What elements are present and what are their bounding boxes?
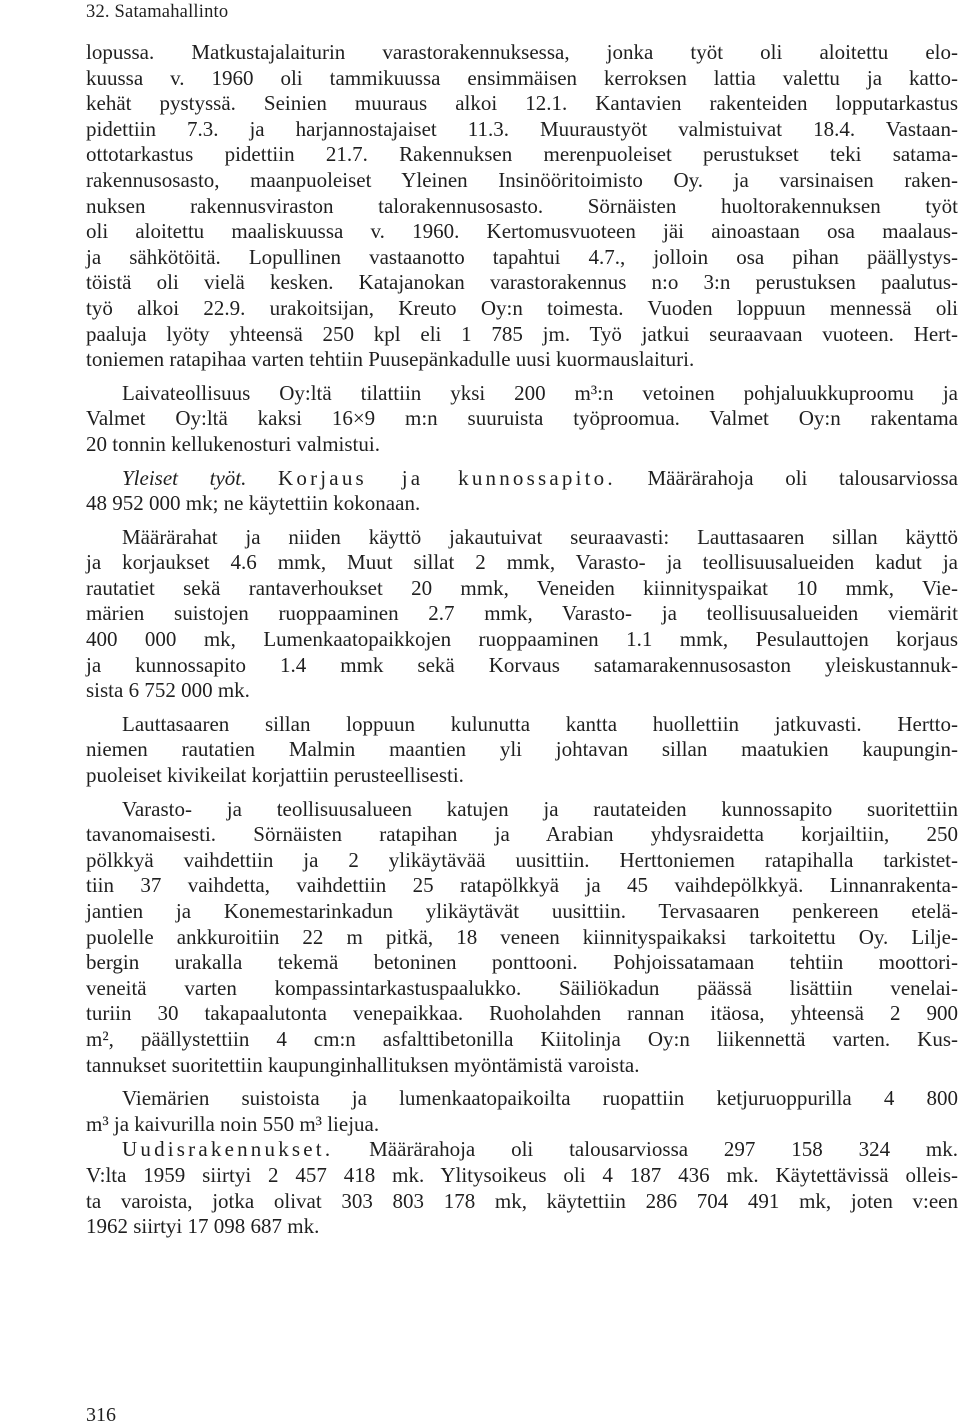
text-line bbox=[86, 466, 958, 492]
section-heading-spaced: Korjaus ja kunnossapito. bbox=[278, 465, 616, 490]
text-line: Varasto- ja teollisuusalueen katujen ja rautateiden kunnossapito suoritettiin bbox=[122, 796, 958, 821]
text-line: toniemen ratapihaa varten tehtiin Puusepänkadulle uusi kuormauslaituri. bbox=[86, 347, 695, 372]
text-line: ja kunnossapito 1.4 mmk sekä Korvaus satamarakennusosaston yleiskustannuk- bbox=[86, 652, 958, 677]
text-line: V:lta 1959 siirtyi 2 457 418 mk. Ylitysoikeus oli 4 187 436 mk. Käytettävissä olleis- bbox=[86, 1162, 958, 1187]
text-line: työ alkoi 22.9. urakoitsijan, Kreuto Oy:n toimesta. Vuoden loppuun mennessä oli bbox=[86, 295, 958, 320]
text-line: kuussa v. 1960 oli tammikuussa ensimmäisen kerroksen lattia valettu ja katto- bbox=[86, 65, 958, 90]
text-line: 400 000 mk, Lumenkaatopaikkojen ruoppaaminen 1.1 mmk, Pesulauttojen korjaus bbox=[86, 627, 958, 652]
text-line: m³ ja kaivurilla noin 550 m³ liejua. bbox=[86, 1111, 380, 1136]
paragraph bbox=[86, 525, 958, 704]
text-line: Laivateollisuus Oy:ltä tilattiin yksi 200 m³:n vetoinen pohjaluukkuproomu ja bbox=[122, 380, 958, 405]
text-line: ja korjaukset 4.6 mmk, Muut sillat 2 mmk, Varasto- ja teollisuusalueiden kadut ja bbox=[86, 550, 958, 575]
running-head: 32. Satamahallinto bbox=[86, 2, 229, 22]
paragraph bbox=[86, 466, 958, 517]
text-line: ta varoista, jotka olivat 303 803 178 mk, käytettiin 286 704 491 mk, joten v:een bbox=[86, 1188, 958, 1213]
text-line: Määrärahat ja niiden käyttö jakautuivat seuraavasti: Lauttasaaren sillan käyttö bbox=[122, 524, 958, 549]
text-line: nuksen rakennusviraston talorakennusosasto. Sörnäisten huoltorakennuksen työt bbox=[86, 193, 958, 218]
text-line: m², päällystettiin 4 cm:n asfalttibetonilla Kiitolinja Oy:n liikennettä varten. Kus- bbox=[86, 1026, 958, 1051]
text-line: puoleiset kivikeilat korjattiin perusteellisesti. bbox=[86, 763, 464, 788]
paragraph bbox=[86, 797, 958, 1079]
text-line: lopussa. Matkustajalaiturin varastorakennuksessa, jonka työt oli aloitettu elo- bbox=[86, 40, 958, 64]
text-line: bergin urakalla tekemä betoninen ponttooni. Pohjoissatamaan tehtiin moottori- bbox=[86, 950, 958, 975]
paragraph bbox=[86, 40, 958, 373]
text-line: oli aloitettu maaliskuussa v. 1960. Kertomusvuoteen jäi ainoastaan osa maalaus- bbox=[86, 219, 958, 244]
text-run: Määrärahoja oli talousarviossa 297 158 324 mk. bbox=[333, 1137, 958, 1162]
paragraph bbox=[86, 712, 958, 789]
text-line: Viemärien suistoista ja lumenkaatopaikoilta ruopattiin ketjuruoppurilla 4 800 bbox=[122, 1086, 958, 1111]
text-line: paaluja lyöty yhteensä 250 kpl eli 1 785 jm. Työ jatkui seuraavaan vuoteen. Hert- bbox=[86, 321, 958, 346]
text-line: töistä oli vielä kesken. Katajanokan varastorakennus n:o 3:n perustuksen paalutus- bbox=[86, 270, 958, 295]
text-line: tiin 37 vaihdetta, vaihdettiin 25 ratapölkkyä ja 45 vaihdepölkkyä. Linnanrakenta- bbox=[86, 873, 958, 898]
text-line: rakennusosasto, maanpuoleiset Yleinen Insinööritoimisto Oy. ja varsinaisen raken- bbox=[86, 167, 958, 192]
text-line: sista 6 752 000 mk. bbox=[86, 678, 250, 703]
paragraph bbox=[86, 1137, 958, 1239]
section-heading-spaced: Uudisrakennukset. bbox=[122, 1137, 334, 1162]
text-line: 20 tonnin kellukenosturi valmistui. bbox=[86, 431, 380, 456]
text-line: pölkkyä vaihdettiin ja 2 ylikäytävää uusittiin. Herttoniemen ratapihalla tarkistet- bbox=[86, 847, 958, 872]
text-line: tannukset suoritettiin kaupunginhallituksen myöntämistä varoista. bbox=[86, 1052, 640, 1077]
text-line: jantien ja Konemestarinkadun ylikäytävät uusittiin. Tervasaaren penkereen etelä- bbox=[86, 899, 958, 923]
paragraph bbox=[86, 381, 958, 458]
text-line: veneitä varten kompassintarkastuspaalukko. Säiliökadun päässä lisättiin venelai- bbox=[86, 975, 958, 1000]
text-line: Valmet Oy:ltä kaksi 16×9 m:n suuruista työproomua. Valmet Oy:n rakentama bbox=[86, 406, 958, 431]
text-line: pidettiin 7.3. ja harjannostajaiset 11.3. Muuraustyöt valmistuivat 18.4. Vastaan- bbox=[86, 116, 958, 141]
text-line: tavanomaisesti. Sörnäisten ratapihan ja Arabian yhdysraidetta korjailtiin, 250 bbox=[86, 822, 958, 847]
text-line bbox=[86, 1137, 958, 1163]
body-text bbox=[86, 40, 958, 1240]
text-line: kehät pystyssä. Seinien muuraus alkoi 12.1. Kantavien rakenteiden lopputarkastus bbox=[86, 91, 958, 116]
paragraph bbox=[86, 1086, 958, 1137]
text-line: niemen rautatien Malmin maantien yli johtavan sillan maatukien kaupungin- bbox=[86, 737, 958, 762]
text-line: rautatiet sekä rantaverhoukset 20 mmk, Veneiden kiinnityspaikat 10 mmk, Vie- bbox=[86, 575, 958, 600]
text-line: puolelle ankkuroitiin 22 m pitkä, 18 veneen kiinnityspaikaksi tarkoitettu Oy. Lilje- bbox=[86, 924, 958, 949]
text-line: 48 952 000 mk; ne käytettiin kokonaan. bbox=[86, 491, 421, 516]
text-line: turiin 30 takapaalutonta venepaikkaa. Ruoholahden rannan itäosa, yhteensä 2 900 bbox=[86, 1001, 958, 1026]
text-line: ottotarkastus pidettiin 21.7. Rakennuksen merenpuoleiset perustukset teki satama- bbox=[86, 142, 958, 167]
text-line: Lauttasaaren sillan loppuun kulunutta kantta huollettiin jatkuvasti. Hertto- bbox=[122, 711, 958, 736]
text-run: Määrärahoja oli talousarviossa bbox=[615, 465, 958, 490]
text-line: märien suistojen ruoppaaminen 2.7 mmk, Varasto- ja teollisuusalueiden viemärit bbox=[86, 601, 958, 626]
section-heading-italic: Yleiset työt. bbox=[122, 465, 247, 490]
page-number: 316 bbox=[86, 1404, 116, 1426]
text-line: 1962 siirtyi 17 098 687 mk. bbox=[86, 1214, 320, 1239]
text-line: ja sähkötöitä. Lopullinen vastaanotto tapahtui 4.7., jolloin osa pihan päällystys- bbox=[86, 244, 958, 269]
text-run bbox=[246, 466, 278, 490]
